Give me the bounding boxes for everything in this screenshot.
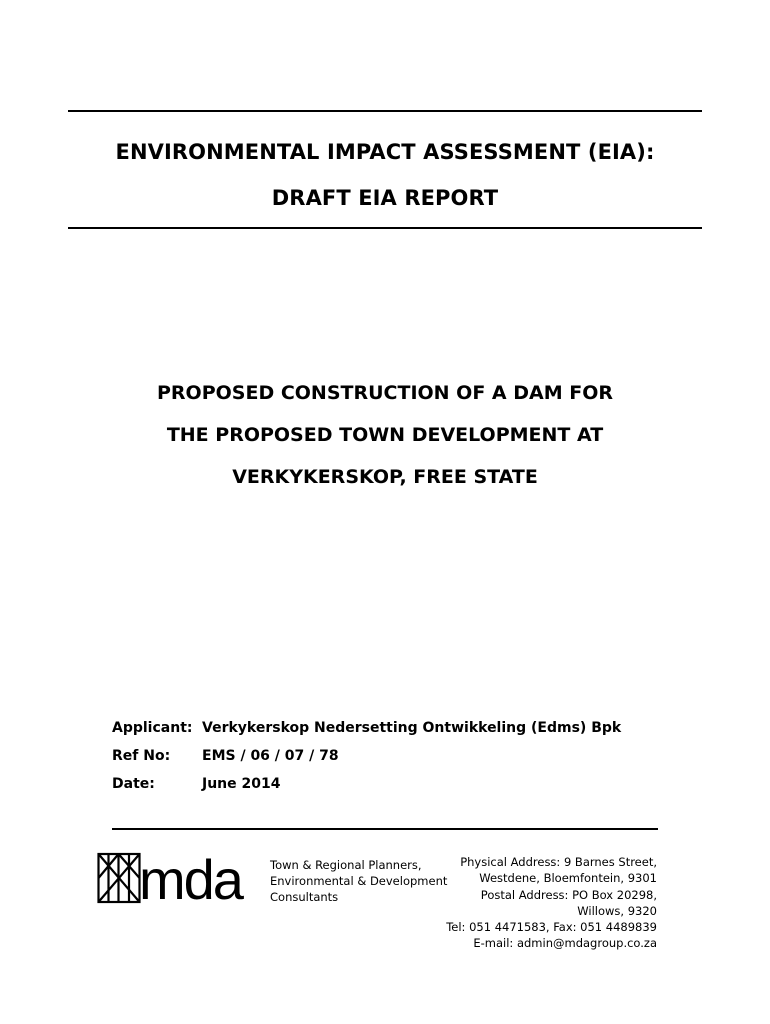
contact-email: E-mail: admin@mdagroup.co.za [473, 936, 657, 951]
contact-address [446, 854, 657, 952]
date-value: June 2014 [202, 776, 281, 792]
address-line: Westdene, Bloemfontein, 9301 [479, 871, 657, 886]
address-line: Postal Address: PO Box 20298, [480, 887, 657, 902]
title-divider [68, 227, 702, 229]
applicant-value: Verkykerskop Nedersetting Ontwikkeling (Edms) Bpk [202, 720, 622, 736]
footer-divider [112, 828, 658, 830]
applicant-label: Applicant: [112, 720, 193, 736]
project-title-line-1: PROPOSED CONSTRUCTION OF A DAM FOR [157, 382, 613, 404]
report-title-line-1: ENVIRONMENTAL IMPACT ASSESSMENT (EIA): [115, 140, 655, 164]
services-line: Environmental & Development [270, 874, 448, 888]
project-title-line-2: THE PROPOSED TOWN DEVELOPMENT AT [166, 424, 604, 446]
contact-phone-fax: Tel: 051 4471583, Fax: 051 4489839 [446, 920, 657, 935]
top-divider [68, 110, 702, 112]
logo-wordmark: mda [139, 852, 242, 906]
mda-logo [97, 852, 262, 906]
project-title-line-3: VERKYKERSKOP, FREE STATE [232, 466, 538, 488]
ref-label: Ref No: [112, 748, 171, 764]
address-line: Physical Address: 9 Barnes Street, [460, 855, 657, 869]
services-line: Town & Regional Planners, [270, 858, 422, 872]
ref-value: EMS / 06 / 07 / 78 [202, 748, 339, 764]
date-label: Date: [112, 776, 155, 792]
report-title-line-2: DRAFT EIA REPORT [271, 186, 499, 210]
services-text [270, 857, 447, 905]
address-line: Willows, 9320 [577, 903, 657, 918]
services-line: Consultants [270, 890, 339, 904]
